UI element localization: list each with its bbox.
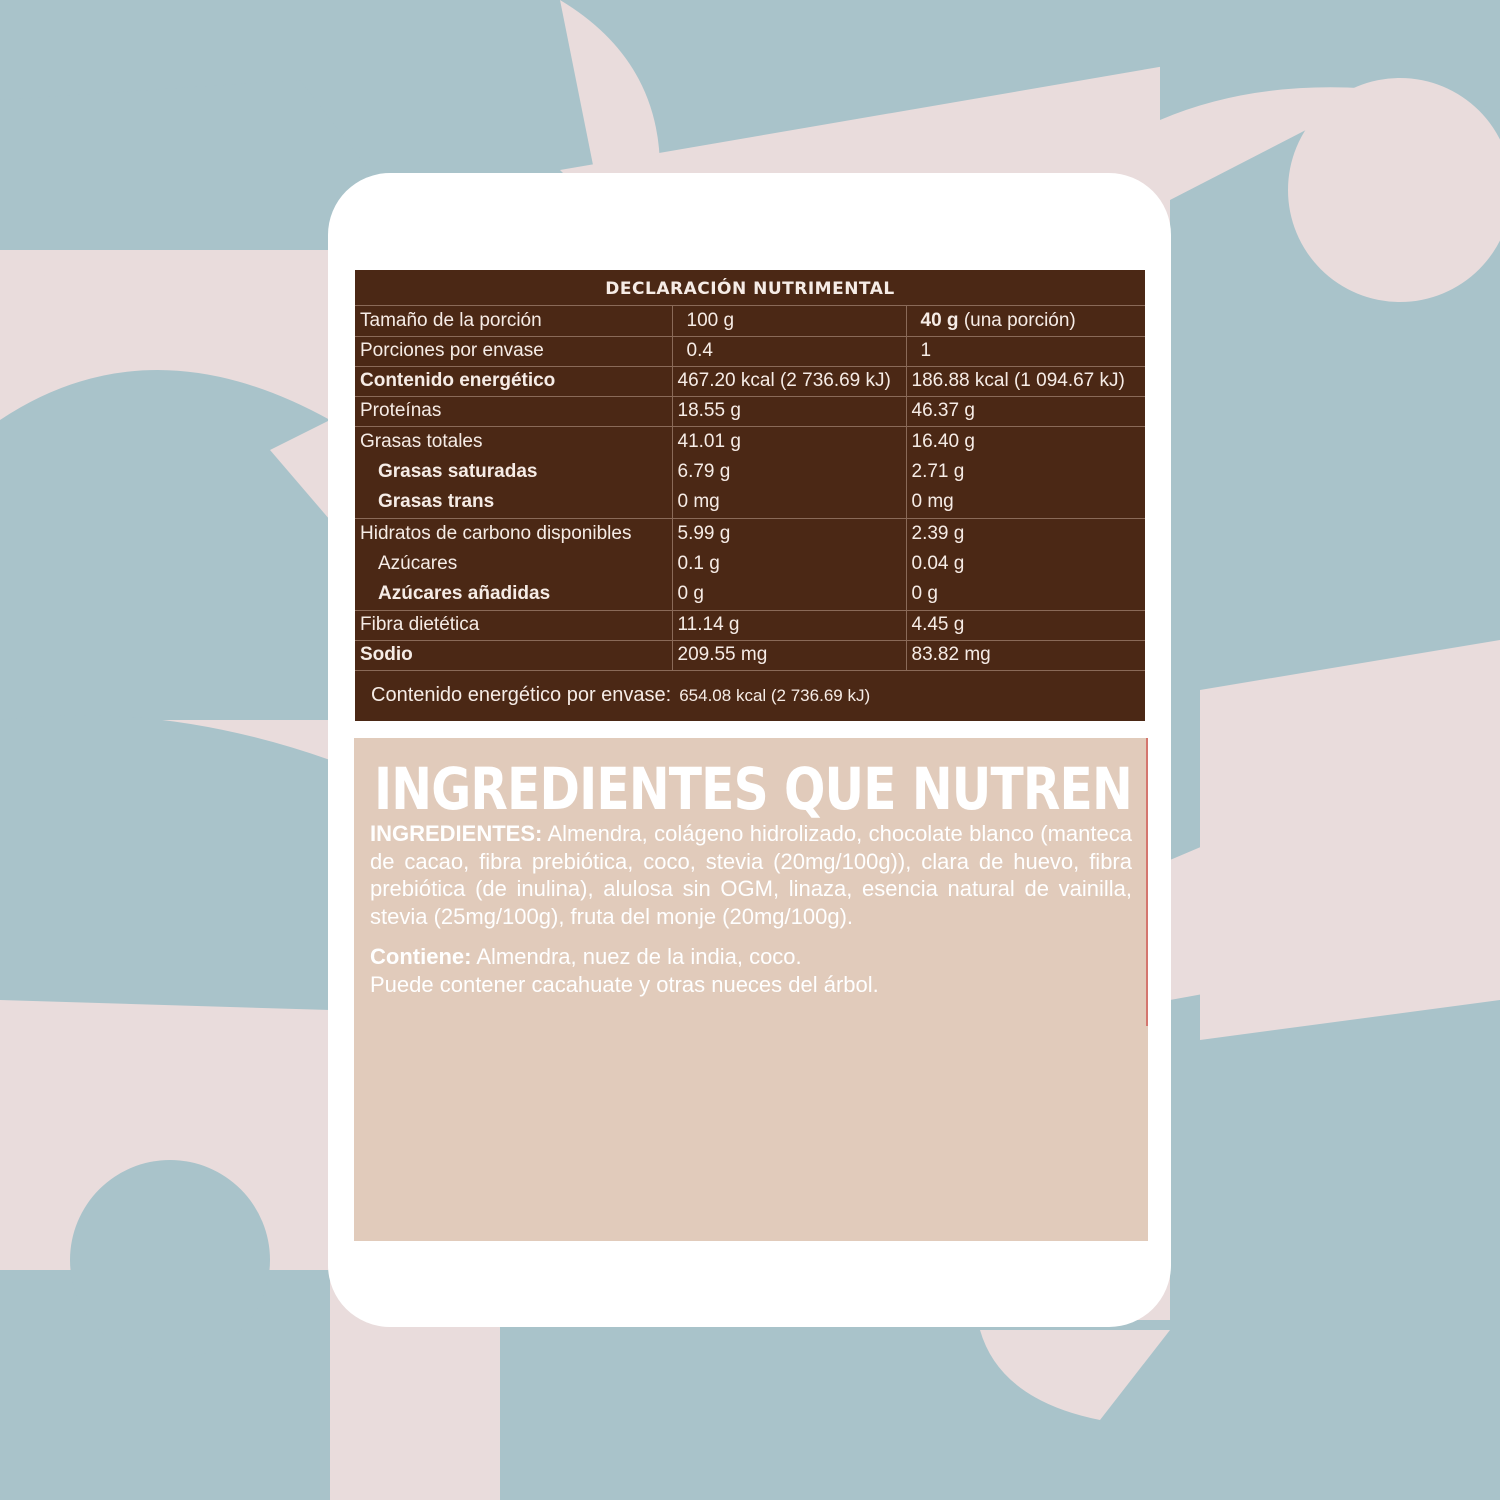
value-fiber-100g: 11.14 g [672, 610, 906, 640]
ingredients-text [370, 820, 1132, 930]
value-sodium-portion: 83.82 mg [906, 640, 1145, 670]
label-card [328, 173, 1171, 1327]
value-sodium-100g: 209.55 mg [672, 640, 906, 670]
energy-per-package-label: Contenido energético por envase: [371, 684, 672, 706]
contains-list: Almendra, nuez de la india, coco. [471, 944, 802, 969]
values-fats-100g [672, 426, 906, 518]
value-portions-portion: 1 [906, 336, 1145, 366]
allergens-text [370, 943, 1132, 998]
serving-note: (una porción) [963, 309, 1076, 331]
value-added-sugars-100g: 0 g [677, 583, 704, 604]
value-total-fat-100g: 41.01 g [677, 431, 741, 452]
label-saturated-fat: Grasas saturadas [378, 461, 538, 482]
may-contain: Puede contener cacahuate y otras nueces del árbol. [370, 971, 879, 997]
table-row [355, 366, 1145, 396]
value-saturated-fat-portion: 2.71 g [911, 461, 965, 482]
serving-size: 40 g [920, 309, 959, 331]
value-fiber-portion: 4.45 g [906, 610, 1145, 640]
values-fats-portion [906, 426, 1145, 518]
value-energy-portion: 186.88 kcal (1 094.67 kJ) [906, 366, 1145, 396]
label-added-sugars: Azúcares añadidas [378, 583, 551, 604]
row-label-portions: Porciones por envase [355, 336, 672, 366]
ingredients-panel [354, 738, 1148, 1241]
row-label-serving: Tamaño de la porción [355, 306, 672, 336]
row-label-sodium: Sodio [355, 640, 672, 670]
row-label-fats [355, 426, 672, 518]
value-sugars-100g: 0.1 g [677, 553, 720, 574]
label-total-fat: Grasas totales [360, 431, 483, 452]
ingredients-heading: INGREDIENTES QUE NUTREN [374, 755, 1132, 823]
row-label-fiber: Fibra dietética [355, 610, 672, 640]
table-row [355, 518, 1145, 610]
panel-edge-line [1146, 738, 1148, 1026]
value-serving-100g: 100 g [672, 306, 906, 336]
value-protein-portion: 46.37 g [906, 396, 1145, 426]
value-portions-100g: 0.4 [672, 336, 906, 366]
contains-label: Contiene: [370, 944, 472, 969]
table-row [355, 396, 1145, 426]
table-row [355, 336, 1145, 366]
energy-per-package-value: 654.08 kcal (2 736.69 kJ) [679, 686, 871, 705]
value-serving-portion [906, 306, 1145, 336]
value-trans-fat-100g: 0 mg [677, 491, 720, 512]
table-row [355, 426, 1145, 518]
value-total-fat-portion: 16.40 g [911, 431, 975, 452]
label-trans-fat: Grasas trans [378, 491, 495, 512]
value-sugars-portion: 0.04 g [911, 553, 965, 574]
table-row [355, 640, 1145, 670]
table-row [355, 306, 1145, 336]
nutrition-table [355, 306, 1145, 671]
value-trans-fat-portion: 0 mg [911, 491, 954, 512]
row-label-protein: Proteínas [355, 396, 672, 426]
value-carbs-portion: 2.39 g [911, 523, 965, 544]
row-label-carbs [355, 518, 672, 610]
values-carbs-portion [906, 518, 1145, 610]
energy-per-package [371, 684, 870, 707]
value-energy-100g: 467.20 kcal (2 736.69 kJ) [672, 366, 906, 396]
ingredients-list: Almendra, colágeno hidrolizado, chocolate blanco (manteca de cacao, fibra prebiótica, coco, stevia (20mg/100g)), clara de huevo, fibra prebiótica (de inulina), alulosa sin OGM, linaza, esencia natural de vainilla, stevia (25mg/100g), fruta del monje (20mg/100g). [370, 821, 1132, 929]
value-protein-100g: 18.55 g [672, 396, 906, 426]
nutrition-title: DECLARACIÓN NUTRIMENTAL [355, 270, 1145, 306]
ingredients-label: INGREDIENTES: [370, 821, 543, 846]
value-carbs-100g: 5.99 g [677, 523, 731, 544]
value-saturated-fat-100g: 6.79 g [677, 461, 731, 482]
nutrition-facts-panel [355, 270, 1145, 721]
label-carbs: Hidratos de carbono disponibles [360, 523, 632, 544]
row-label-energy: Contenido energético [355, 366, 672, 396]
table-row [355, 610, 1145, 640]
values-carbs-100g [672, 518, 906, 610]
value-added-sugars-portion: 0 g [911, 583, 938, 604]
label-sugars: Azúcares [378, 553, 458, 574]
